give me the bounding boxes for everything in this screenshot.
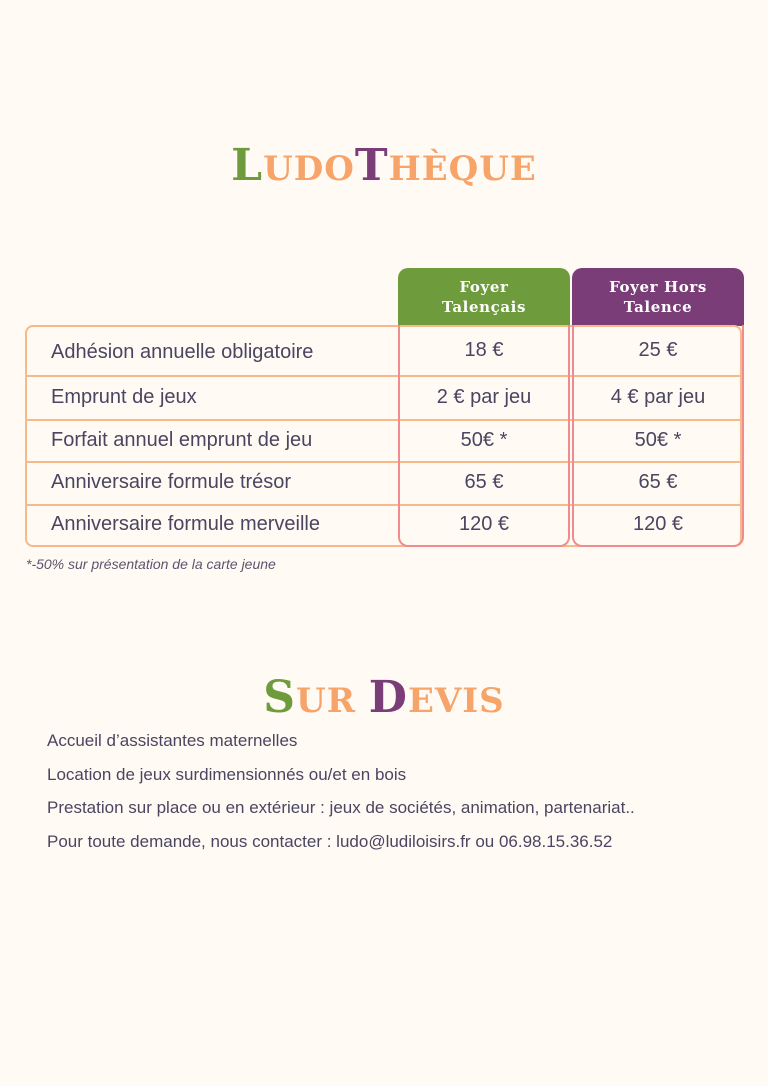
row-label: Emprunt de jeux [51,386,197,408]
title-letter: L [231,140,264,191]
row-label: Adhésion annuelle obligatoire [51,341,314,363]
price-hors-talence: 50€ * [634,429,682,451]
column-header-foyer-hors-talence [572,268,744,326]
row-label: Forfait annuel emprunt de jeu [51,429,313,451]
price-talencais: 120 € [458,513,510,535]
devis-item: Prestation sur place ou en extérieur : jeux de sociétés, animation, partenariat.. [47,798,635,817]
title-letters: EVIS [407,681,505,721]
section-title-sur-devis [0,672,768,723]
title-letter: D [368,672,408,723]
row-label: Anniversaire formule merveille [51,513,320,535]
column-header-label: Foyer Hors Talence [609,278,707,316]
title-letters: HÈQUE [388,149,537,189]
row-label: Anniversaire formule trésor [51,471,292,493]
devis-item: Location de jeux surdimensionnés ou/et en bois [47,765,407,784]
price-hors-talence: 65 € [638,471,678,493]
price-talencais: 18 € [464,339,504,361]
column-header-foyer-talencais [398,268,570,326]
price-hors-talence: 120 € [632,513,684,535]
price-talencais: 65 € [464,471,504,493]
price-talencais: 50€ * [460,429,508,451]
price-hors-talence: 4 € par jeu [610,386,706,408]
page-title-ludotheque [0,140,768,191]
title-letter: S [263,672,297,723]
title-letter: T [354,140,389,191]
column-header-label: Foyer Talençais [442,278,526,316]
devis-item: Accueil d’assistantes maternelles [47,731,298,750]
price-hors-talence: 25 € [638,339,678,361]
title-letters: UR [296,681,369,721]
devis-contact: Pour toute demande, nous contacter : ludo@ludiloisirs.fr ou 06.98.15.36.52 [47,832,613,851]
footnote: *-50% sur présentation de la carte jeune [26,556,276,572]
title-letters: UDO [263,149,355,189]
price-talencais: 2 € par jeu [436,386,532,408]
